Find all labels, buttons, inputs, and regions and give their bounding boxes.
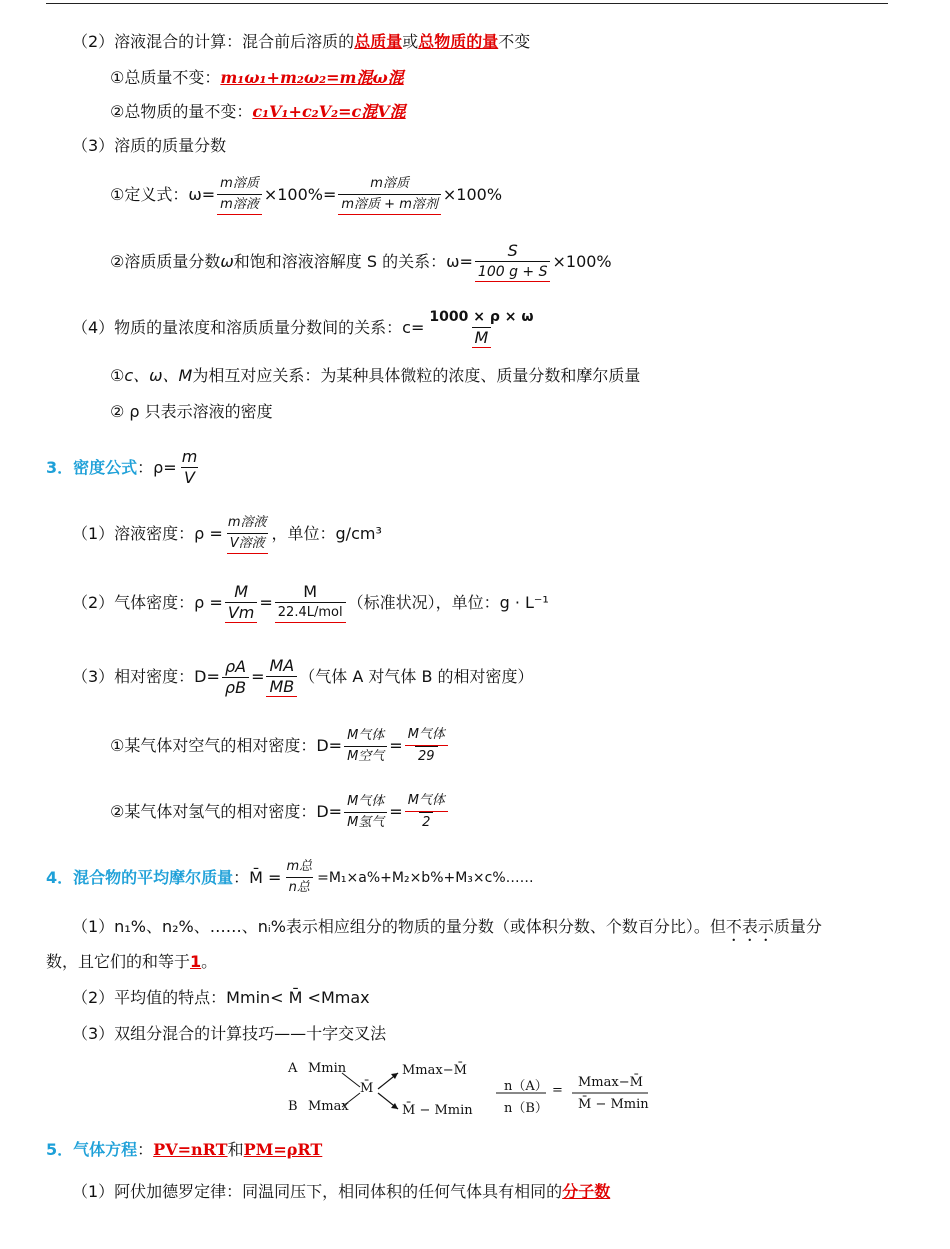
emphasis: 不表示 xyxy=(725,917,774,936)
denominator: m溶质 + m溶剂 xyxy=(338,194,441,215)
line-correspondence xyxy=(110,366,640,386)
fraction xyxy=(275,583,346,623)
formula: m₁ω₁+m₂ω₂=m混ω混 xyxy=(220,68,404,87)
text: （气体 A 对气体 B 的相对密度） xyxy=(299,667,534,686)
header-rule xyxy=(46,3,888,4)
line-hydrogen-density xyxy=(110,792,450,832)
text: ，单位：g/cm³ xyxy=(271,524,382,543)
fraction xyxy=(405,726,448,766)
numerator: m溶质 xyxy=(220,176,259,191)
heading-text: 3．密度公式 xyxy=(46,457,138,477)
key-term: 总物质的量 xyxy=(418,32,499,51)
denominator: V xyxy=(181,467,198,487)
text: ： xyxy=(137,1140,154,1159)
fraction xyxy=(225,514,270,554)
numerator: m xyxy=(181,447,198,466)
line-total-mass xyxy=(110,68,404,88)
numerator: m总 xyxy=(286,859,313,874)
fraction xyxy=(217,175,262,215)
text: 。 xyxy=(201,952,218,971)
text: 和 xyxy=(227,1140,244,1159)
text: ①总质量不变： xyxy=(110,68,221,87)
heading-average-molar-mass xyxy=(46,858,534,897)
numerator: m溶液 xyxy=(227,515,267,530)
line-mixing-title xyxy=(72,32,530,52)
numerator: M气体 xyxy=(405,726,448,746)
text: （3）溶质的质量分数 xyxy=(72,136,227,155)
label-mmax: Mmax xyxy=(308,1099,349,1114)
key-term: 1 xyxy=(190,952,202,971)
denominator: M氢气 xyxy=(344,812,387,832)
label-mbar: M̄ xyxy=(360,1081,374,1096)
fraction xyxy=(179,448,201,487)
key-term: 总质量 xyxy=(354,32,403,51)
text: ：M̄ = xyxy=(233,867,282,887)
denominator: n总 xyxy=(286,877,313,897)
label-diff-2: M̄ − Mmin xyxy=(402,1103,473,1118)
text: （2）气体密度：ρ = xyxy=(72,593,223,612)
text: ②某气体对氢气的相对密度：D= xyxy=(110,802,343,821)
symbol: ω xyxy=(220,252,234,271)
numerator: m溶质 xyxy=(370,176,409,191)
label-diff-1: Mmax−M̄ xyxy=(402,1063,467,1078)
line-concentration-relation xyxy=(72,308,539,348)
text: ：ρ= xyxy=(137,457,177,477)
text: ②总物质的量不变： xyxy=(110,102,253,121)
text: = xyxy=(389,802,403,821)
denominator: Vm xyxy=(225,602,258,623)
formula: c₁V₁+c₂V₂=c混V混 xyxy=(252,102,406,121)
heading-density xyxy=(46,448,202,487)
line-fraction-sum xyxy=(46,952,217,972)
text: （2）平均值的特点：Mmin< M̄ <Mmax xyxy=(72,988,370,1007)
text: ×100% xyxy=(552,252,612,271)
numerator: M气体 xyxy=(405,792,448,812)
denominator: MB xyxy=(266,676,297,697)
denominator: ρB xyxy=(222,677,249,697)
text: ①c、ω、M xyxy=(110,366,193,385)
numerator: ρA xyxy=(224,656,247,676)
denominator: M空气 xyxy=(344,746,387,766)
label-a: A xyxy=(288,1061,298,1076)
denominator: 2 xyxy=(419,812,433,832)
line-solution-density xyxy=(72,514,382,554)
denominator: 100 g + S xyxy=(475,261,551,282)
denominator: V溶液 xyxy=(227,533,268,554)
formula: PV=nRT xyxy=(153,1140,228,1159)
text: （1）阿伏加德罗定律：同温同压下，相同体积的任何气体具有相同的 xyxy=(72,1182,563,1201)
numerator: 1000 × ρ × ω xyxy=(429,309,534,325)
numerator: M xyxy=(234,582,249,601)
text: 为相互对应关系：为某种具体微粒的浓度、质量分数和摩尔质量 xyxy=(192,366,641,385)
text: （标准状况），单位：g · L⁻¹ xyxy=(347,593,549,612)
heading-gas-equation xyxy=(46,1140,322,1160)
line-mass-fraction-title xyxy=(72,136,226,156)
heading-text: 5．气体方程 xyxy=(46,1140,138,1159)
line-definition xyxy=(110,175,502,215)
denominator: 22.4L/mol xyxy=(275,602,346,623)
line-avogadro-law xyxy=(72,1182,610,1202)
numerator: M xyxy=(303,582,318,601)
fraction xyxy=(405,792,448,832)
text: （3）双组分混合的计算技巧——十字交叉法 xyxy=(72,1024,387,1043)
fraction xyxy=(225,583,258,623)
denominator: 29 xyxy=(415,746,438,766)
text: 或 xyxy=(402,32,419,51)
formula: PM=ρRT xyxy=(243,1140,323,1159)
fraction xyxy=(475,242,551,282)
text: （3）相对密度：D= xyxy=(72,667,220,686)
line-gas-density xyxy=(72,583,549,623)
ratio-denominator: M̄ − Mmin xyxy=(578,1097,649,1112)
text: = xyxy=(389,736,403,755)
line-density-note xyxy=(110,402,273,422)
text: 不变 xyxy=(498,32,531,51)
fraction xyxy=(283,858,315,897)
line-solubility xyxy=(110,242,612,282)
label-nb: n（B） xyxy=(504,1101,548,1116)
text: （1）溶液密度：ρ = xyxy=(72,524,223,543)
denominator: m溶液 xyxy=(217,194,262,215)
line-fraction-meaning xyxy=(72,917,822,945)
fraction xyxy=(426,308,536,348)
denominator: M xyxy=(472,327,492,348)
formula: =M₁×a%+M₂×b%+M₃×c%…… xyxy=(317,869,534,886)
fraction xyxy=(266,657,297,697)
fraction xyxy=(344,727,387,766)
text: 数，且它们的和等于 xyxy=(46,952,191,971)
line-average-feature xyxy=(72,988,370,1008)
text: ①某气体对空气的相对密度：D= xyxy=(110,736,343,755)
ratio-numerator: Mmax−M̄ xyxy=(578,1075,643,1090)
text: ×100%= xyxy=(263,185,337,204)
line-cross-method xyxy=(72,1024,386,1044)
text: 质量分 xyxy=(773,917,822,936)
equals-sign: = xyxy=(552,1083,563,1098)
key-term: 分子数 xyxy=(562,1182,611,1201)
numerator: S xyxy=(507,241,518,260)
label-mmin: Mmin xyxy=(308,1061,347,1076)
line-air-density xyxy=(110,726,450,766)
text: ② ρ 只表示溶液的密度 xyxy=(110,402,273,421)
numerator: M气体 xyxy=(347,727,385,743)
label-na: n（A） xyxy=(504,1079,548,1094)
text: （4）物质的量浓度和溶质质量分数间的关系：c= xyxy=(72,318,425,337)
text: = xyxy=(251,667,265,686)
text: ①定义式：ω= xyxy=(110,185,216,204)
numerator: MA xyxy=(269,656,295,675)
text: ×100% xyxy=(442,185,503,204)
line-relative-density xyxy=(72,657,534,697)
line-total-moles xyxy=(110,102,406,122)
cross-method-diagram xyxy=(280,1055,660,1125)
fraction xyxy=(222,658,249,697)
fraction xyxy=(344,793,387,832)
text: ②溶质质量分数 xyxy=(110,252,221,271)
numerator: M气体 xyxy=(347,793,385,809)
text: 和饱和溶液溶解度 S 的关系：ω= xyxy=(233,252,473,271)
label-b: B xyxy=(288,1099,298,1114)
fraction xyxy=(338,175,441,215)
text: = xyxy=(259,593,273,612)
heading-text: 4．混合物的平均摩尔质量 xyxy=(46,867,234,887)
text: （2）溶液混合的计算：混合前后溶质的 xyxy=(72,32,355,51)
text: （1）n₁%、n₂%、……、nᵢ%表示相应组分的物质的量分数（或体积分数、个数百分比）。但 xyxy=(72,917,726,936)
